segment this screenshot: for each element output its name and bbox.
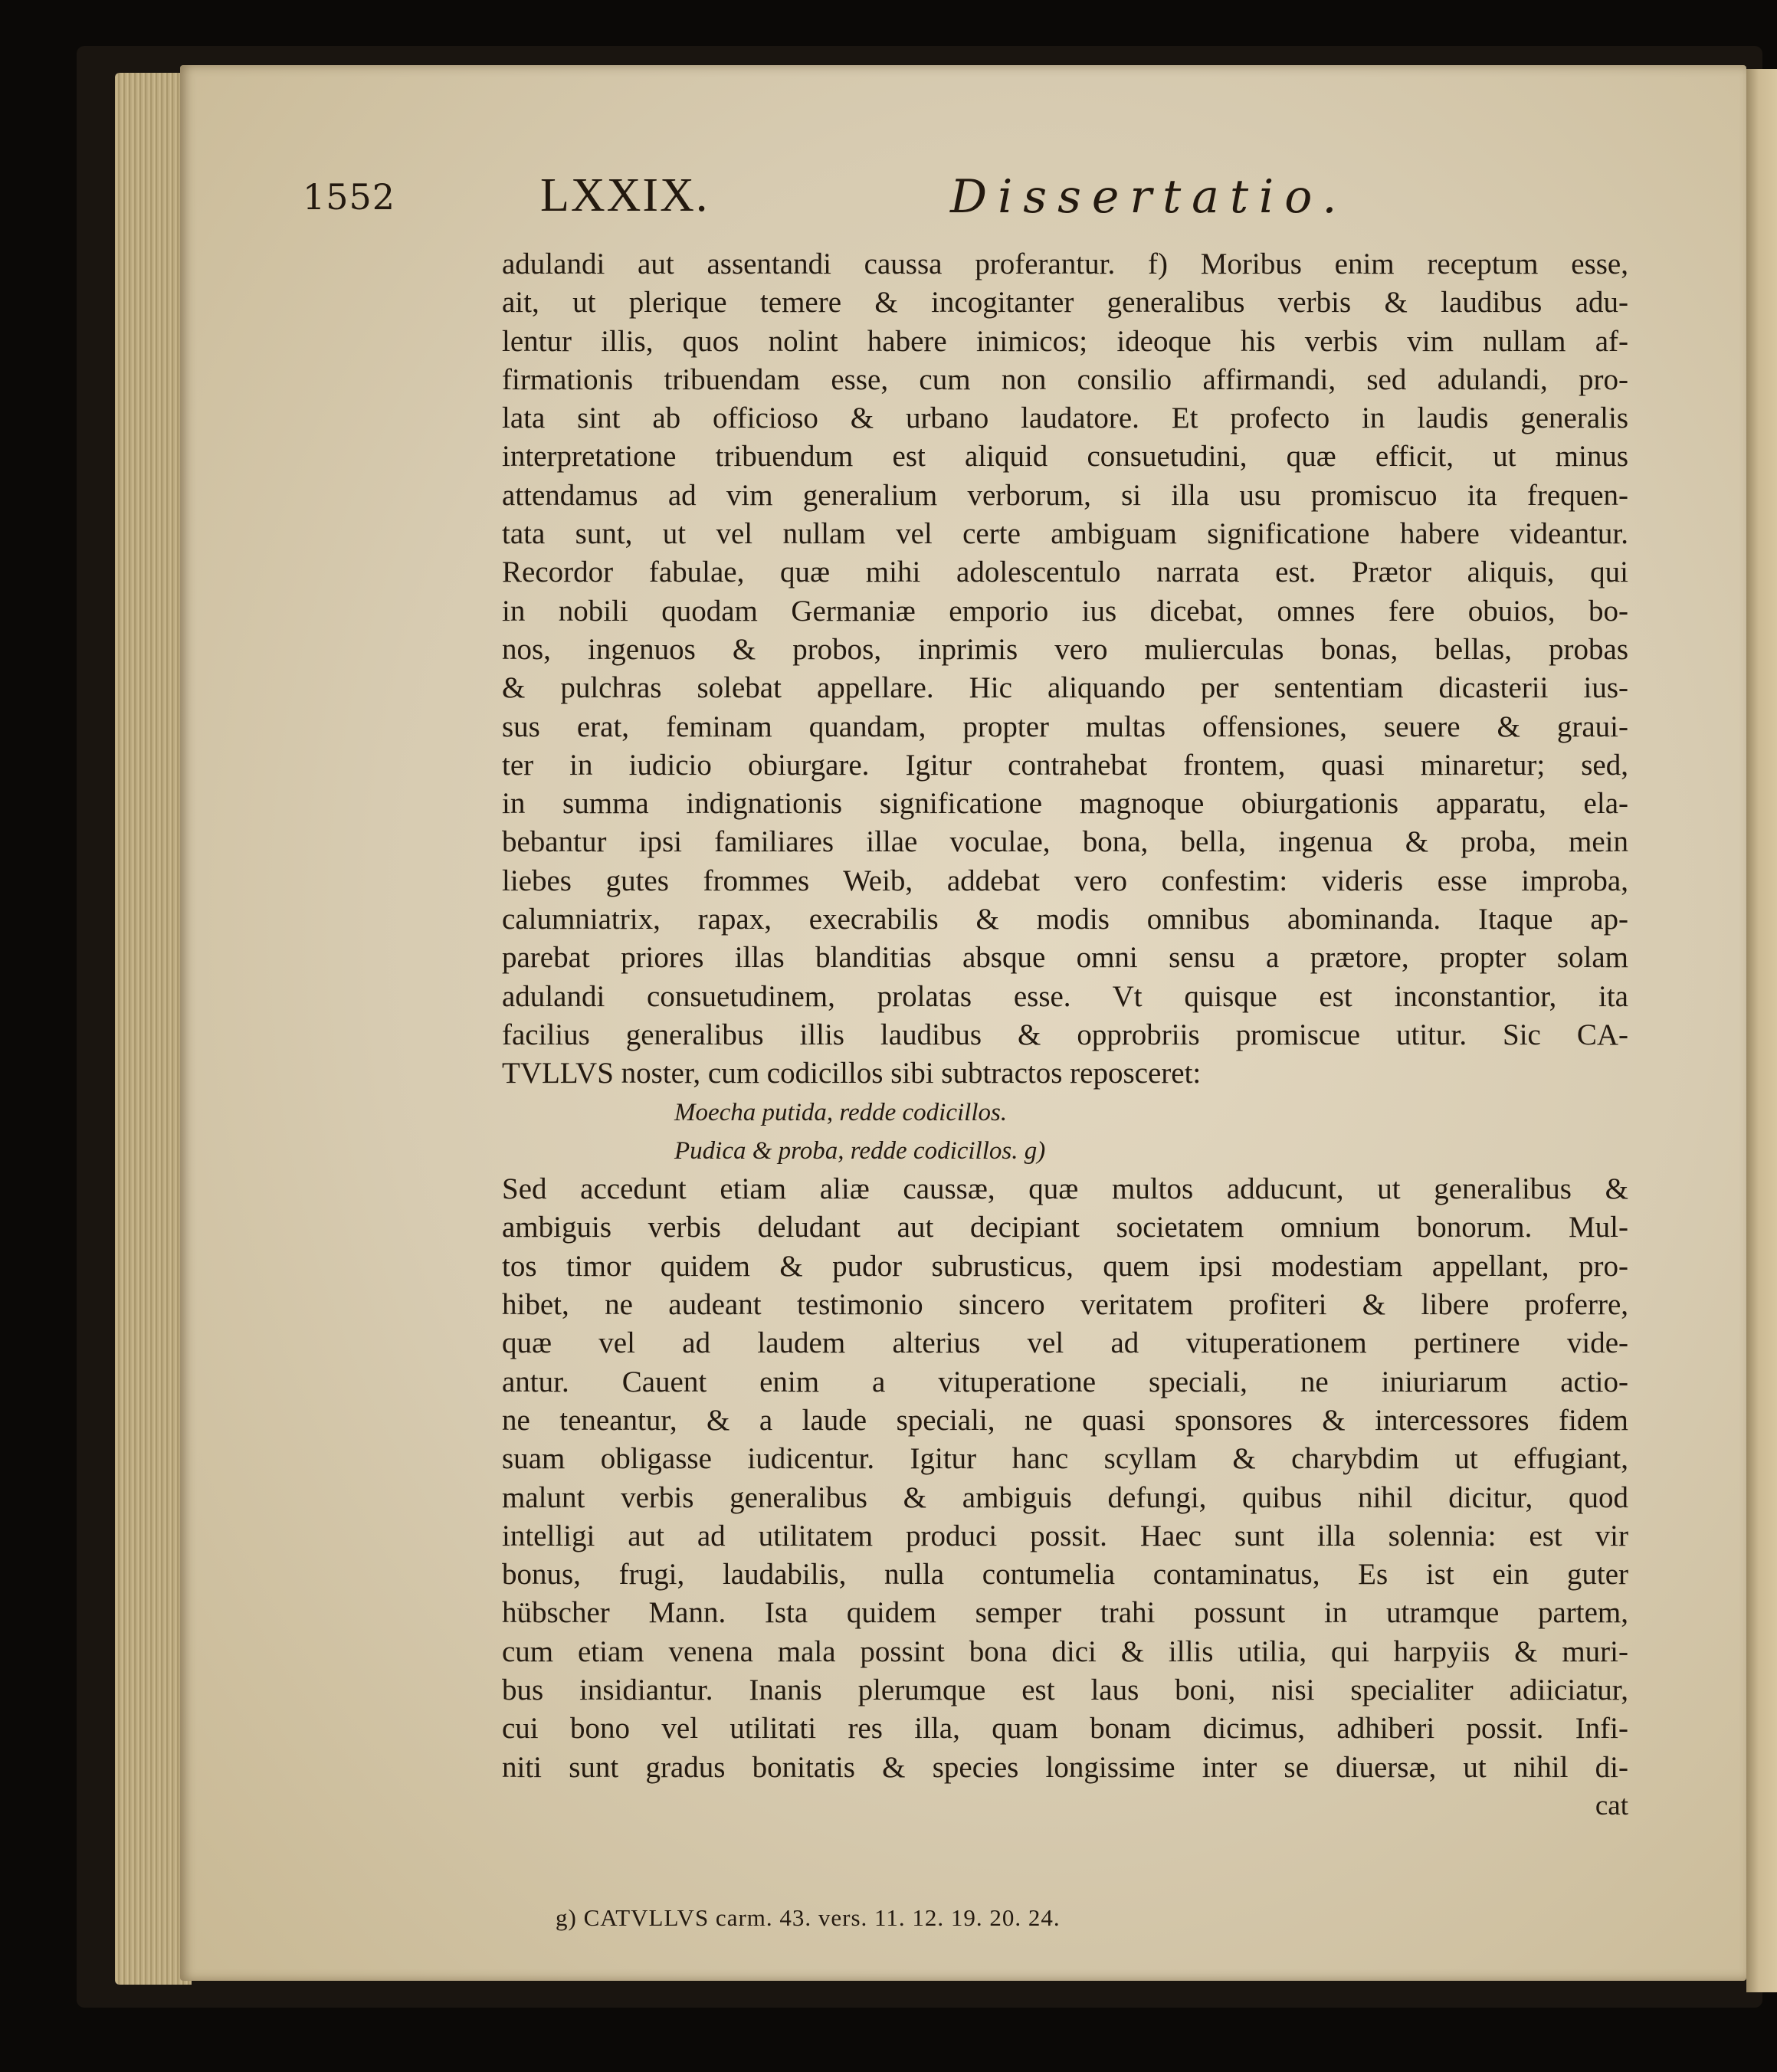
text-line: calumniatrix, rapax, execrabilis & modis omnibus abominanda. Itaque ap- (502, 903, 1628, 936)
text-line: in summa indignationis significatione magnoque obiurgationis apparatu, ela- (502, 787, 1628, 821)
footnote: g) CATVLLVS carm. 43. vers. 11. 12. 19. 20. 24. (556, 1904, 1061, 1931)
quote-line: Moecha putida, redde codicillos. (674, 1098, 1008, 1126)
page-edges-right (1746, 69, 1777, 1992)
text-line: TVLLVS noster, cum codicillos sibi subtractos reposceret: (502, 1057, 1202, 1090)
text-line: liebes gutes frommes Weib, addebat vero confestim: videris esse improba, (502, 864, 1628, 897)
text-line: sus erat, feminam quandam, propter multas offensiones, seuere & graui- (502, 710, 1628, 743)
text-line: antur. Cauent enim a vituperatione speciali, ne iniuriarum actio- (502, 1365, 1628, 1398)
text-line: lata sint ab officioso & urbano laudatore. Et profecto in laudis generalis (502, 402, 1628, 435)
text-line: ter in iudicio obiurgare. Igitur contrahebat frontem, quasi minaretur; sed, (502, 748, 1628, 782)
text-line: in nobili quodam Germaniæ emporio ius dicebat, omnes fere obuios, bo- (502, 594, 1628, 628)
text-line: cum etiam venena mala possint bona dici & illis utilia, qui harpyiis & muri- (502, 1634, 1628, 1668)
chapter-number: LXXIX. (540, 169, 710, 221)
text-line: tos timor quidem & pudor subrusticus, quem ipsi modestiam appellant, pro- (502, 1249, 1628, 1283)
text-line: hübscher Mann. Ista quidem semper trahi possunt in utramque partem, (502, 1596, 1628, 1630)
text-line: hibet, ne audeant testimonio sincero veritatem profiteri & libere proferre, (502, 1288, 1628, 1322)
text-line: bebantur ipsi familiares illae voculae, bona, bella, ingenua & proba, mein (502, 825, 1628, 859)
text-line: intelligi aut ad utilitatem produci possit. Haec sunt illa solennia: est vir (502, 1519, 1628, 1552)
text-line: firmationis tribuendam esse, cum non consilio affirmandi, sed adulandi, pro- (502, 362, 1628, 396)
text-line: malunt verbis generalibus & ambiguis defungi, quibus nihil dicitur, quod (502, 1480, 1628, 1514)
text-line: quæ vel ad laudem alterius vel ad vituperationem pertinere vide- (502, 1326, 1628, 1360)
text-line: nos, ingenuos & probos, inprimis vero mulierculas bonas, bellas, probas (502, 632, 1628, 666)
text-line: niti sunt gradus bonitatis & species longissime inter se diuersæ, ut nihil di- (502, 1750, 1628, 1784)
text-line: suam obligasse iudicentur. Igitur hanc scyllam & charybdim ut effugiant, (502, 1442, 1628, 1476)
text-line: parebat priores illas blanditias absque omni sensu a prætore, propter solam (502, 941, 1628, 975)
quote-line: Pudica & proba, redde codicillos. g) (674, 1136, 1046, 1165)
text-line: bonus, frugi, laudabilis, nulla contumelia contaminatus, Es ist ein guter (502, 1558, 1628, 1592)
page-header (303, 169, 1598, 238)
text-line: Recordor fabulae, quæ mihi adolescentulo narrata est. Prætor aliquis, qui (502, 556, 1628, 589)
page-number: 1552 (303, 176, 396, 218)
catchword: cat (1595, 1789, 1628, 1821)
text-line: facilius generalibus illis laudibus & opprobriis promiscue utitur. Sic CA- (502, 1018, 1628, 1051)
text-line: lentur illis, quos nolint habere inimicos; ideoque his verbis vim nullam af- (502, 324, 1628, 358)
text-line: attendamus ad vim generalium verborum, si illa usu promiscuo ita frequen- (502, 478, 1628, 512)
text-line: adulandi aut assentandi caussa proferantur. f) Moribus enim receptum esse, (502, 248, 1628, 280)
text-line: adulandi consuetudinem, prolatas esse. Vt quisque est inconstantior, ita (502, 979, 1628, 1013)
text-line: bus insidiantur. Inanis plerumque est laus boni, nisi specialiter adiiciatur, (502, 1673, 1628, 1706)
text-line: interpretatione tribuendum est aliquid consuetudini, quæ efficit, ut minus (502, 440, 1628, 474)
running-title: Dissertatio. (950, 170, 1348, 224)
text-line: cui bono vel utilitati res illa, quam bonam dicimus, adhiberi possit. Infi- (502, 1712, 1628, 1746)
text-line: Sed accedunt etiam aliæ caussæ, quæ multos adducunt, ut generalibus & (502, 1172, 1628, 1206)
text-line: ne teneantur, & a laude speciali, ne quasi sponsores & intercessores fidem (502, 1403, 1628, 1437)
main-text (502, 245, 1628, 1825)
text-line: ait, ut plerique temere & incogitanter generalibus verbis & laudibus adu- (502, 286, 1628, 320)
text-line: ambiguis verbis deludant aut decipiant societatem omnium bonorum. Mul- (502, 1211, 1628, 1244)
text-line: & pulchras solebat appellare. Hic aliquando per sententiam dicasterii ius- (502, 671, 1628, 705)
text-line: tata sunt, ut vel nullam vel certe ambiguam significatione habere videantur. (502, 517, 1628, 551)
